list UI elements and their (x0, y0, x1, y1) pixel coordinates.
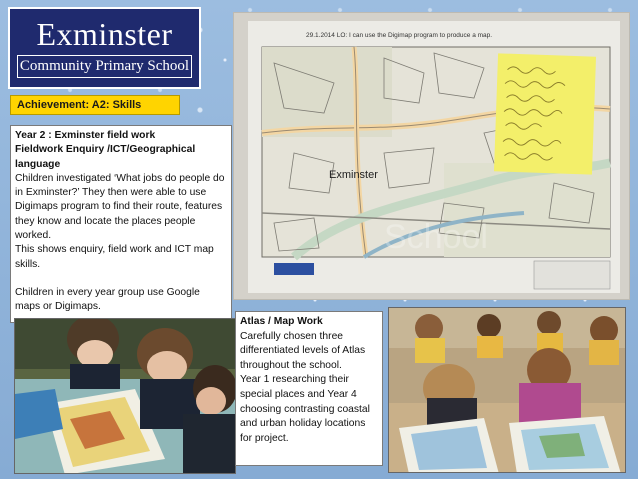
year2-body: Children investigated ‘What jobs do people do in Exminster?’ They then were able to use Digimaps program to find their route, features they know and locate the places people worked. (15, 172, 225, 242)
map-header: 29.1.2014 LO: I can use the Digimap program to produce a map. (306, 32, 493, 39)
map-watermark: School (384, 218, 488, 256)
digimap-photo (233, 12, 630, 300)
year2-heading-line2: Fieldwork Enquiry /ICT/Geographical language (15, 144, 196, 170)
photo-illustration-left (15, 319, 236, 474)
digimap-illustration (234, 13, 630, 300)
photo-illustration-right (389, 308, 626, 473)
year2-textbox (10, 125, 232, 323)
atlas-body1: Carefully chosen three differentiated levels of Atlas throughout the school. (240, 330, 366, 371)
atlas-body2: Year 1 researching their special places and Year 4 choosing contrasting coastal and urban holiday locations for project. (240, 374, 370, 444)
atlas-heading: Atlas / Map Work (240, 316, 323, 327)
map-place-label: Exminster (329, 169, 378, 181)
logo-name: Exminster (36, 16, 173, 52)
photo-classroom-atlas-right (388, 307, 626, 473)
atlas-textbox (235, 311, 383, 466)
achievement-banner: Achievement: A2: Skills (10, 95, 180, 115)
spacer (15, 272, 227, 286)
year2-heading-line1: Year 2 : Exminster field work (15, 130, 156, 141)
school-logo (8, 7, 201, 89)
sticky-note (494, 53, 596, 174)
photo-children-atlas-left (14, 318, 236, 474)
year2-shows: This shows enquiry, field work and ICT map skills. (15, 244, 214, 270)
year2-google: Children in every year group use Google maps or Digimaps. (15, 286, 200, 313)
logo-subtitle: Community Primary School (17, 55, 192, 78)
